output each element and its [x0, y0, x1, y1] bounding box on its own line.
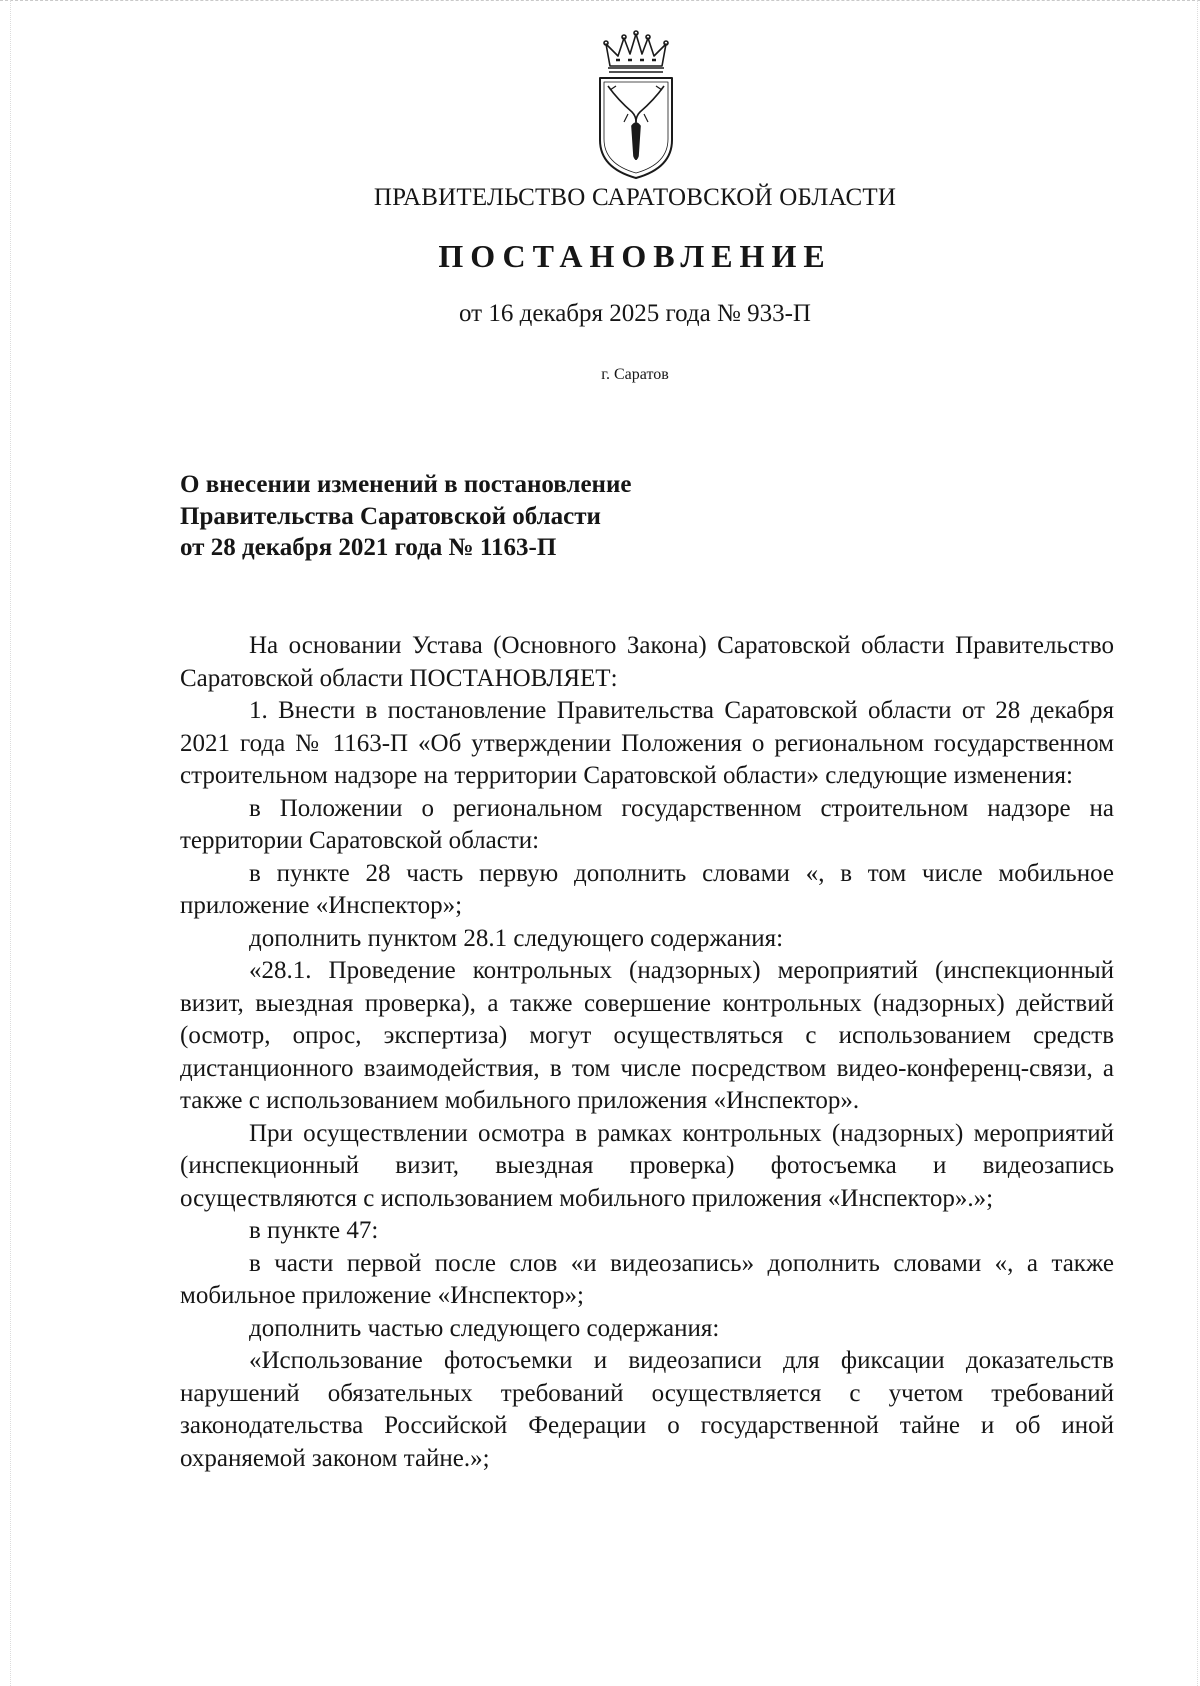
body-paragraph: На основании Устава (Основного Закона) Саратовской области Правительство Саратовской области ПОСТАНОВЛЯЕТ: — [180, 632, 1114, 692]
document-subject — [180, 469, 880, 564]
body-paragraph: При осуществлении осмотра в рамках контрольных (надзорных) мероприятий (инспекционный визит, выездная проверка) фотосъемка и видеозапись осуществляются с использованием мобильного приложения «Инспектор».»; — [180, 1119, 1114, 1212]
body-paragraph: дополнить частью следующего содержания: — [249, 1314, 720, 1342]
body-paragraph: дополнить пунктом 28.1 следующего содержания: — [249, 924, 784, 952]
document-body — [180, 630, 1114, 1475]
body-paragraph: 1. Внести в постановление Правительства Саратовской области от 28 декабря 2021 года № 1163-П «Об утверждении Положения о региональном государственном строительном надзоре на территории Саратовской области» следующие изменения: — [180, 697, 1114, 789]
body-paragraph: в Положении о региональном государственном строительном надзоре на территории Саратовской области: — [180, 794, 1114, 854]
subject-line: Правительства Саратовской области — [180, 502, 601, 530]
subject-line: О внесении изменений в постановление — [180, 471, 632, 498]
body-paragraph: «Использование фотосъемки и видеозаписи для фиксации доказательств нарушений обязательных требований осуществляется с учетом требований законодательства Российской Федерации о государственной тайне и об иной охраняемой законом тайне.»; — [180, 1347, 1114, 1472]
body-paragraph: в пункте 28 часть первую дополнить словами «, в том числе мобильное приложение «Инспектор»; — [180, 859, 1114, 919]
government-name: ПРАВИТЕЛЬСТВО САРАТОВСКОЙ ОБЛАСТИ — [373, 184, 897, 211]
scan-edge-top — [0, 0, 1200, 3]
saratov-coat-of-arms-icon — [588, 30, 684, 180]
body-paragraph: в части первой после слов «и видеозапись» дополнить словами «, а также мобильное приложение «Инспектор»; — [180, 1249, 1114, 1309]
document-city: г. Саратов — [601, 366, 669, 383]
body-paragraph: «28.1. Проведение контрольных (надзорных) мероприятий (инспекционный визит, выездная проверка), а также совершение контрольных (надзорных) действий (осмотр, опрос, экспертиза) могут осуществляться с использованием средств дистанционного взаимодействия, в том числе посредством видео-конференц-связи, а также с использованием мобильного приложения «Инспектор». — [180, 957, 1114, 1114]
subject-line: от 28 декабря 2021 года № 1163-П — [180, 534, 557, 561]
body-paragraph: в пункте 47: — [249, 1217, 379, 1244]
document-type-title: ПОСТАНОВЛЕНИЕ — [438, 238, 832, 274]
document-date-number: от 16 декабря 2025 года № 933-П — [459, 300, 811, 327]
